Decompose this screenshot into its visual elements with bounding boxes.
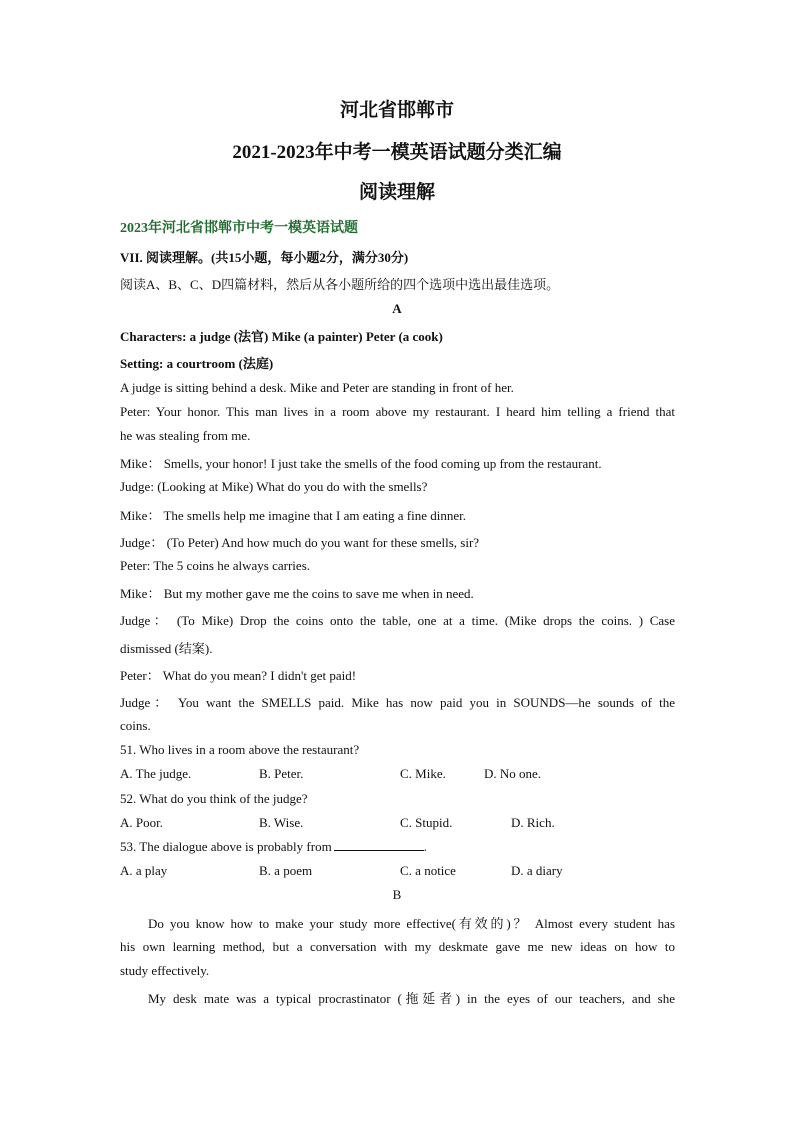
answer-option: C. Stupid.	[400, 815, 453, 830]
passage-line: Mike： Smells, your honor! I just take the smells of the food coming up from the restaurant.	[120, 456, 602, 471]
passage-line: study effectively.	[120, 963, 210, 978]
passage-line: Judge： You want the SMELLS paid. Mike has now paid you in SOUNDS—he sounds of the	[120, 695, 675, 710]
answer-option: D. a diary	[511, 863, 563, 878]
question-stem-row	[120, 839, 675, 855]
answer-option: B. Wise.	[259, 815, 304, 830]
instruction-text: 阅读A、B、C、D四篇材料，然后从各小题所给的四个选项中选出最佳选项。	[120, 277, 560, 292]
characters-line: Characters: a judge (法官) Mike (a painter) Peter (a cook)	[120, 329, 443, 344]
passage-a-label: A	[392, 301, 402, 316]
answer-option: D. Rich.	[511, 815, 555, 830]
answer-option: B. a poem	[259, 863, 313, 878]
answer-option: C. a notice	[400, 863, 456, 878]
answer-option: A. Poor.	[120, 815, 163, 830]
passage-line: Judge: (Looking at Mike) What do you do with the smells?	[120, 479, 428, 494]
answer-option: D. No one.	[484, 766, 542, 781]
passage-b-label: B	[392, 887, 402, 902]
passage-line: Mike： But my mother gave me the coins to save me when in need.	[120, 586, 474, 601]
exam-year-title: 2023年河北省邯郸市中考一模英语试题	[120, 221, 358, 236]
answer-option: A. a play	[120, 863, 168, 878]
document-title-collection: 2021-2023年中考一模英语试题分类汇编	[232, 142, 562, 163]
document-title-region: 河北省邯郸市	[339, 100, 454, 121]
setting-line: Setting: a courtroom (法庭)	[120, 356, 274, 371]
answer-option: A. The judge.	[120, 766, 192, 781]
passage-line: dismissed (结案).	[120, 641, 213, 656]
document-title-topic: 阅读理解	[358, 182, 435, 203]
passage-line: A judge is sitting behind a desk. Mike and Peter are standing in front of her.	[120, 380, 514, 395]
part-heading: VII. 阅读理解。(共15小题，每小题2分，满分30分)	[120, 250, 409, 265]
question-stem-end: .	[423, 839, 427, 854]
passage-line: My desk mate was a typical procrastinator (拖延者) in the eyes of our teachers, and she	[148, 991, 675, 1006]
passage-line: Peter: Your honor. This man lives in a room above my restaurant. I heard him telling a friend that	[120, 404, 675, 419]
passage-line: Mike： The smells help me imagine that I am eating a fine dinner.	[120, 508, 466, 523]
passage-line: Do you know how to make your study more effective(有效的)？ Almost every student has	[148, 916, 675, 931]
question-stem: 53. The dialogue above is probably from	[120, 839, 332, 854]
passage-line: he was stealing from me.	[120, 428, 251, 443]
answer-blank	[334, 839, 424, 851]
answer-option: C. Mike.	[400, 766, 446, 781]
question-stem: 51. Who lives in a room above the restaurant?	[120, 742, 360, 757]
passage-line: Peter: The 5 coins he always carries.	[120, 558, 310, 573]
passage-line: Judge： (To Mike) Drop the coins onto the table, one at a time. (Mike drops the coins. ) Case	[120, 613, 675, 628]
passage-line: Judge： (To Peter) And how much do you want for these smells, sir?	[120, 535, 480, 550]
passage-line: his own learning method, but a conversation with my deskmate gave me new ideas on how to	[120, 939, 675, 954]
answer-option: B. Peter.	[259, 766, 304, 781]
question-stem: 52. What do you think of the judge?	[120, 791, 308, 806]
passage-line: Peter： What do you mean? I didn't get paid!	[120, 668, 357, 683]
passage-line: coins.	[120, 718, 151, 733]
